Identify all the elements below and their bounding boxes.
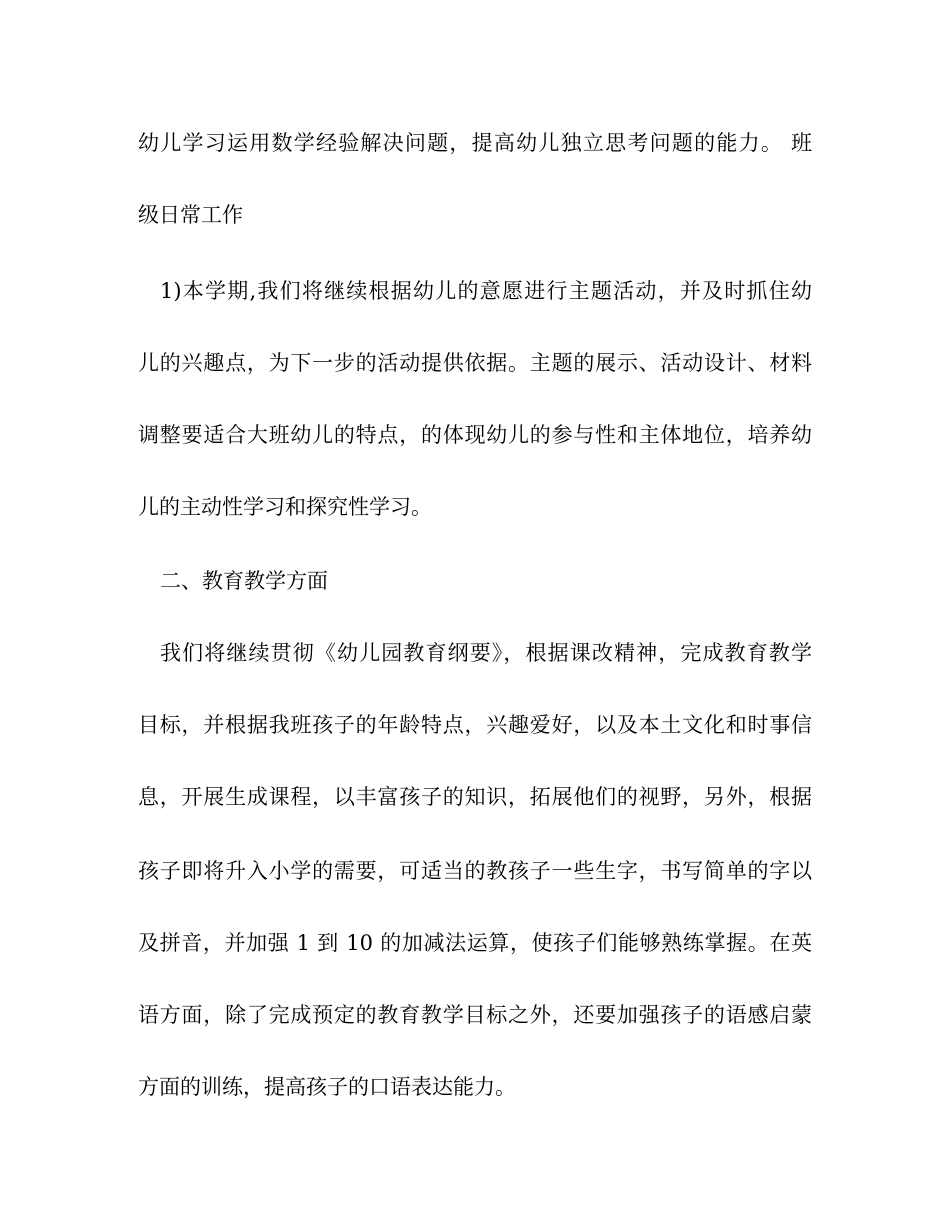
text-line-9: 目标，并根据我班孩子的年龄特点，兴趣爱好，以及本土文化和时事信 [138, 713, 812, 737]
text-line-8: 我们将继续贯彻《幼儿园教育纲要》，根据课改精神，完成教育教学 [160, 641, 812, 665]
text-line-1: 幼儿学习运用数学经验解决问题，提高幼儿独立思考问题的能力。 班 [138, 131, 812, 155]
text-line-5: 调整要适合大班幼儿的特点，的体现幼儿的参与性和主体地位，培养幼 [138, 423, 812, 447]
section-heading: 二、教育教学方面 [160, 569, 328, 593]
text-line-6: 儿的主动性学习和探究性学习。 [138, 495, 432, 519]
text-line-3: 1)本学期,我们将继续根据幼儿的意愿进行主题活动，并及时抓住幼 [160, 279, 812, 303]
text-line-2: 级日常工作 [138, 203, 243, 227]
text-line-14: 方面的训练，提高孩子的口语表达能力。 [138, 1075, 516, 1099]
text-line-12: 及拼音，并加强 1 到 10 的加减法运算，使孩子们能够熟练掌握。在英 [138, 931, 812, 955]
text-line-10: 息，开展生成课程，以丰富孩子的知识，拓展他们的视野，另外，根据 [138, 785, 812, 809]
text-line-11: 孩子即将升入小学的需要，可适当的教孩子一些生字，书写简单的字以 [138, 859, 812, 883]
text-line-4: 儿的兴趣点，为下一步的活动提供依据。主题的展示、活动设计、材料 [138, 351, 812, 375]
text-line-13: 语方面，除了完成预定的教育教学目标之外，还要加强孩子的语感启蒙 [138, 1003, 812, 1027]
